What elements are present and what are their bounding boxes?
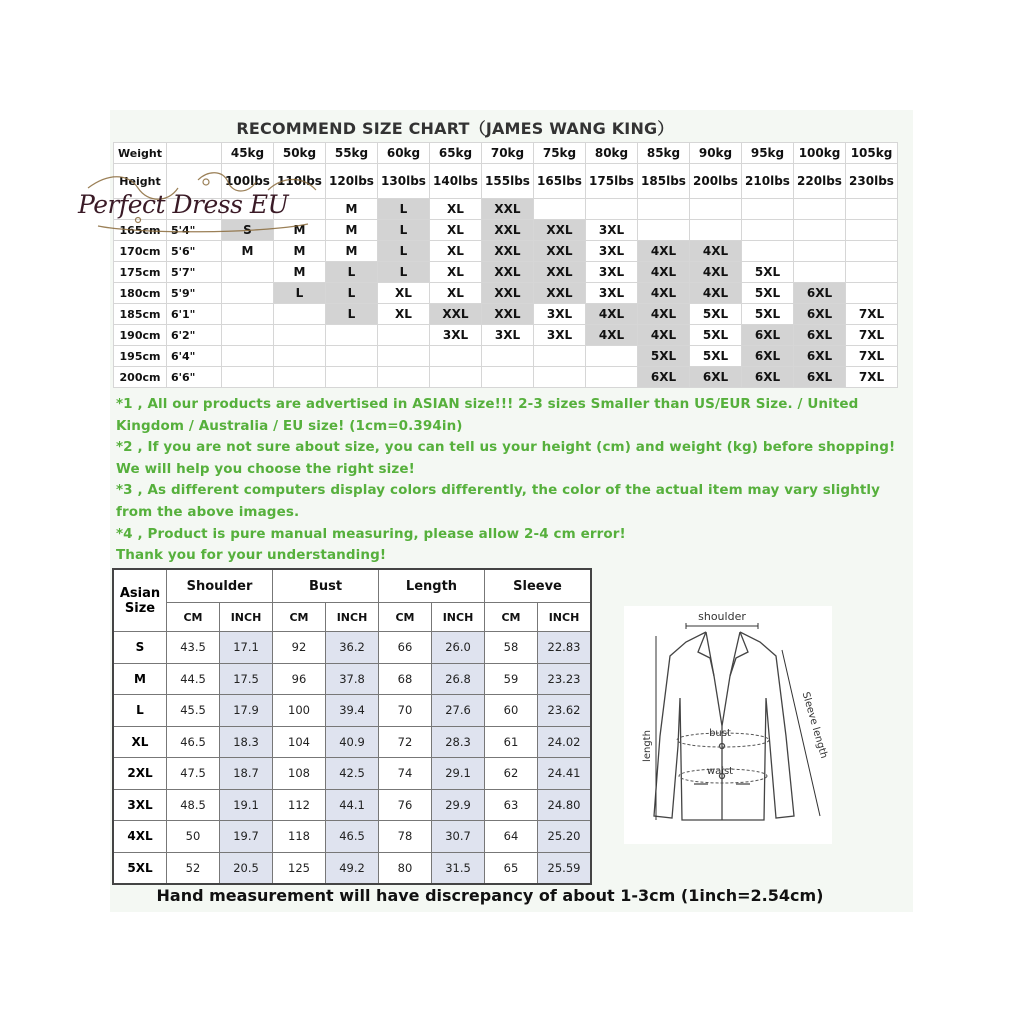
size-cell: [534, 199, 586, 220]
unit-cm: CM: [485, 603, 538, 632]
note-1: *1 , All our products are advertised in ASIAN size!!! 2-3 sizes Smaller than US/EUR Size. / United Kingdom / Australia / EU size! (1cm=0.394in): [116, 396, 859, 434]
measure-cell: 23.62: [538, 695, 592, 727]
size-cell: 5XL: [638, 346, 690, 367]
measure-cell: 19.1: [220, 789, 273, 821]
size-cell: 3XL: [534, 325, 586, 346]
size-cell: 4XL: [638, 262, 690, 283]
lbs-header: 230lbs: [846, 164, 898, 199]
height-cm: 195cm: [114, 346, 167, 367]
size-cell: [586, 199, 638, 220]
size-cell: [638, 199, 690, 220]
size-cell: S: [222, 220, 274, 241]
size-label: 2XL: [113, 758, 167, 790]
size-cell: XL: [430, 262, 482, 283]
size-cell: 4XL: [586, 304, 638, 325]
measure-cell: 80: [379, 852, 432, 884]
note-4: *4 , Product is pure manual measuring, please allow 2-4 cm error!: [116, 525, 626, 542]
height-ft: 5'9": [167, 283, 222, 304]
size-cell: 4XL: [638, 325, 690, 346]
size-cell: 4XL: [638, 283, 690, 304]
size-cell: 6XL: [742, 325, 794, 346]
measure-cell: 74: [379, 758, 432, 790]
measure-cell: 64: [485, 821, 538, 853]
table-row: [114, 325, 898, 346]
size-cell: 6XL: [794, 304, 846, 325]
size-cell: XXL: [534, 220, 586, 241]
size-cell: [794, 262, 846, 283]
measure-cell: 30.7: [432, 821, 485, 853]
size-cell: XL: [430, 283, 482, 304]
asian-size-header: Asian Size: [113, 569, 167, 632]
table-row: [114, 367, 898, 388]
height-cm: 185cm: [114, 304, 167, 325]
size-cell: 3XL: [586, 241, 638, 262]
sleeve-header: Sleeve: [485, 569, 592, 603]
bust-header: Bust: [273, 569, 379, 603]
size-cell: [690, 220, 742, 241]
kg-header: 60kg: [378, 143, 430, 164]
height-ft: 5'7": [167, 262, 222, 283]
size-cell: 6XL: [742, 367, 794, 388]
measure-cell: 46.5: [326, 821, 379, 853]
size-cell: [794, 241, 846, 262]
measure-cell: 59: [485, 663, 538, 695]
height-ft: 5'6": [167, 241, 222, 262]
size-cell: L: [378, 199, 430, 220]
lbs-header: 110lbs: [274, 164, 326, 199]
size-cell: 3XL: [430, 325, 482, 346]
kg-header: 90kg: [690, 143, 742, 164]
size-cell: 5XL: [690, 325, 742, 346]
measure-cell: 44.1: [326, 789, 379, 821]
size-cell: 5XL: [742, 283, 794, 304]
measure-cell: 29.9: [432, 789, 485, 821]
measure-cell: 62: [485, 758, 538, 790]
lbs-header: 155lbs: [482, 164, 534, 199]
size-cell: L: [274, 283, 326, 304]
size-cell: 3XL: [586, 220, 638, 241]
measure-cell: 43.5: [167, 632, 220, 664]
size-cell: XL: [378, 283, 430, 304]
size-cell: 6XL: [742, 346, 794, 367]
measure-cell: 60: [485, 695, 538, 727]
height-ft: 6'2": [167, 325, 222, 346]
size-cell: 3XL: [586, 283, 638, 304]
measure-cell: 25.59: [538, 852, 592, 884]
size-cell: [274, 367, 326, 388]
diagram-waist-label: waist: [706, 766, 734, 777]
measure-cell: 37.8: [326, 663, 379, 695]
table-row: [114, 262, 898, 283]
unit-inch: INCH: [220, 603, 273, 632]
measure-cell: 58: [485, 632, 538, 664]
size-cell: L: [378, 241, 430, 262]
size-cell: XXL: [534, 262, 586, 283]
size-label: M: [113, 663, 167, 695]
measure-cell: 108: [273, 758, 326, 790]
unit-cm: CM: [167, 603, 220, 632]
size-cell: [274, 346, 326, 367]
measure-cell: 52: [167, 852, 220, 884]
height-cm: 200cm: [114, 367, 167, 388]
size-cell: M: [326, 241, 378, 262]
size-cell: L: [326, 283, 378, 304]
size-cell: [534, 367, 586, 388]
measure-cell: 49.2: [326, 852, 379, 884]
size-cell: XL: [430, 199, 482, 220]
size-cell: 7XL: [846, 367, 898, 388]
measure-cell: 46.5: [167, 726, 220, 758]
measure-cell: 50: [167, 821, 220, 853]
measure-cell: 18.3: [220, 726, 273, 758]
unit-inch: INCH: [538, 603, 592, 632]
size-cell: XXL: [534, 241, 586, 262]
chart-title: RECOMMEND SIZE CHART（JAMES WANG KING）: [236, 119, 674, 138]
size-label: XL: [113, 726, 167, 758]
lbs-header: 130lbs: [378, 164, 430, 199]
unit-cm: CM: [379, 603, 432, 632]
lbs-header: 200lbs: [690, 164, 742, 199]
size-cell: [534, 346, 586, 367]
size-cell: [742, 199, 794, 220]
size-cell: L: [326, 262, 378, 283]
size-cell: [846, 262, 898, 283]
diagram-shoulder-label: shoulder: [698, 610, 746, 623]
unit-inch: INCH: [432, 603, 485, 632]
note-thanks: Thank you for your understanding!: [116, 547, 387, 564]
diagram-bust-label: bust: [709, 728, 731, 739]
lbs-header: 210lbs: [742, 164, 794, 199]
height-cm: 165cm: [114, 220, 167, 241]
size-cell: 5XL: [690, 304, 742, 325]
size-cell: [846, 241, 898, 262]
table-row: [113, 663, 591, 695]
height-cm: 170cm: [114, 241, 167, 262]
size-cell: 6XL: [794, 346, 846, 367]
kg-header: 70kg: [482, 143, 534, 164]
height-cm: 180cm: [114, 283, 167, 304]
size-label: 3XL: [113, 789, 167, 821]
size-cell: XXL: [482, 283, 534, 304]
measure-cell: 63: [485, 789, 538, 821]
measure-cell: 61: [485, 726, 538, 758]
size-cell: [378, 346, 430, 367]
table-row: [113, 726, 591, 758]
size-cell: 7XL: [846, 304, 898, 325]
corner-empty: [167, 143, 222, 164]
size-cell: [274, 325, 326, 346]
notes: [116, 394, 896, 567]
measure-cell: 17.9: [220, 695, 273, 727]
size-cell: 5XL: [742, 262, 794, 283]
measure-cell: 25.20: [538, 821, 592, 853]
measure-cell: 24.80: [538, 789, 592, 821]
size-cell: XXL: [534, 283, 586, 304]
size-label: S: [113, 632, 167, 664]
watermark-text: Perfect Dress EU: [78, 190, 289, 219]
measure-cell: 26.0: [432, 632, 485, 664]
kg-header: 50kg: [274, 143, 326, 164]
size-cell: [222, 346, 274, 367]
weight-corner-label: Weight: [114, 143, 167, 164]
measure-cell: 76: [379, 789, 432, 821]
kg-header: 85kg: [638, 143, 690, 164]
measure-cell: 39.4: [326, 695, 379, 727]
size-cell: XL: [430, 241, 482, 262]
table-row: [113, 821, 591, 853]
height-ft: 6'4": [167, 346, 222, 367]
size-cell: [274, 304, 326, 325]
kg-header: 65kg: [430, 143, 482, 164]
size-cell: 3XL: [482, 325, 534, 346]
size-cell: 4XL: [690, 283, 742, 304]
measure-cell: 27.6: [432, 695, 485, 727]
measure-cell: 17.1: [220, 632, 273, 664]
lbs-header: 100lbs: [222, 164, 274, 199]
size-cell: 5XL: [742, 304, 794, 325]
unit-cm: CM: [273, 603, 326, 632]
size-cell: XL: [430, 220, 482, 241]
measure-cell: 68: [379, 663, 432, 695]
size-cell: 4XL: [690, 262, 742, 283]
size-cell: [794, 220, 846, 241]
size-cell: L: [378, 262, 430, 283]
kg-header: 100kg: [794, 143, 846, 164]
size-cell: 6XL: [794, 283, 846, 304]
size-cell: M: [274, 241, 326, 262]
size-cell: 6XL: [690, 367, 742, 388]
size-cell: 3XL: [534, 304, 586, 325]
height-corner-label: Height: [114, 164, 167, 199]
measure-cell: 48.5: [167, 789, 220, 821]
kg-header: 105kg: [846, 143, 898, 164]
size-cell: [742, 220, 794, 241]
measure-cell: 96: [273, 663, 326, 695]
measure-cell: 29.1: [432, 758, 485, 790]
measure-cell: 112: [273, 789, 326, 821]
size-cell: [222, 367, 274, 388]
size-cell: XXL: [482, 262, 534, 283]
size-cell: M: [274, 262, 326, 283]
size-cell: [222, 262, 274, 283]
lbs-header: 165lbs: [534, 164, 586, 199]
size-cell: 4XL: [638, 304, 690, 325]
size-cell: XXL: [482, 220, 534, 241]
kg-header: 95kg: [742, 143, 794, 164]
measure-cell: 42.5: [326, 758, 379, 790]
diagram-sleeve-label: Sleeve length: [799, 690, 830, 760]
size-cell: M: [326, 199, 378, 220]
table-row: [113, 852, 591, 884]
size-cell: M: [222, 241, 274, 262]
size-cell: [326, 325, 378, 346]
note-2: *2 , If you are not sure about size, you can tell us your height (cm) and weight (kg) before shopping! We will help you choose the right size!: [116, 439, 896, 477]
size-cell: [482, 367, 534, 388]
size-cell: [222, 304, 274, 325]
asian-size-table: [112, 568, 592, 885]
measure-cell: 36.2: [326, 632, 379, 664]
shoulder-header: Shoulder: [167, 569, 273, 603]
size-cell: [378, 367, 430, 388]
measure-cell: 20.5: [220, 852, 273, 884]
table-row: [113, 789, 591, 821]
measure-cell: 19.7: [220, 821, 273, 853]
jacket-measurement-diagram: [624, 606, 832, 844]
measure-cell: 125: [273, 852, 326, 884]
size-cell: XL: [378, 304, 430, 325]
size-cell: 3XL: [586, 262, 638, 283]
size-label: 5XL: [113, 852, 167, 884]
measure-cell: 28.3: [432, 726, 485, 758]
size-cell: XXL: [430, 304, 482, 325]
size-cell: [586, 346, 638, 367]
size-cell: 6XL: [794, 367, 846, 388]
size-cell: 7XL: [846, 346, 898, 367]
measure-cell: 78: [379, 821, 432, 853]
size-cell: M: [274, 220, 326, 241]
size-label: 4XL: [113, 821, 167, 853]
size-cell: L: [326, 304, 378, 325]
measure-cell: 24.02: [538, 726, 592, 758]
measure-cell: 118: [273, 821, 326, 853]
measure-cell: 17.5: [220, 663, 273, 695]
size-cell: XXL: [482, 304, 534, 325]
table-row: [113, 632, 591, 664]
size-cell: [326, 346, 378, 367]
size-cell: [430, 367, 482, 388]
table-row: [114, 304, 898, 325]
footer-note: Hand measurement will have discrepancy of about 1-3cm (1inch=2.54cm): [156, 886, 824, 905]
size-cell: [794, 199, 846, 220]
measure-cell: 18.7: [220, 758, 273, 790]
size-cell: XXL: [482, 241, 534, 262]
size-cell: 4XL: [690, 241, 742, 262]
size-cell: [222, 283, 274, 304]
size-cell: [690, 199, 742, 220]
measure-cell: 100: [273, 695, 326, 727]
measure-cell: 24.41: [538, 758, 592, 790]
unit-inch: INCH: [326, 603, 379, 632]
height-ft: 5'4": [167, 220, 222, 241]
size-cell: [430, 346, 482, 367]
size-cell: [846, 199, 898, 220]
size-cell: 7XL: [846, 325, 898, 346]
lbs-header: 120lbs: [326, 164, 378, 199]
height-ft: 6'6": [167, 367, 222, 388]
size-cell: [586, 367, 638, 388]
measure-cell: 47.5: [167, 758, 220, 790]
table-row: [114, 346, 898, 367]
size-cell: [482, 346, 534, 367]
table-row: [113, 695, 591, 727]
size-cell: 5XL: [690, 346, 742, 367]
measure-cell: 26.8: [432, 663, 485, 695]
size-cell: 6XL: [794, 325, 846, 346]
size-cell: XXL: [482, 199, 534, 220]
table-row: [114, 241, 898, 262]
kg-header: 45kg: [222, 143, 274, 164]
size-cell: M: [326, 220, 378, 241]
size-cell: [742, 241, 794, 262]
measure-cell: 44.5: [167, 663, 220, 695]
size-cell: L: [378, 220, 430, 241]
size-cell: [378, 325, 430, 346]
height-cm: 190cm: [114, 325, 167, 346]
measure-cell: 92: [273, 632, 326, 664]
kg-header: 55kg: [326, 143, 378, 164]
table-row: [113, 758, 591, 790]
measure-cell: 22.83: [538, 632, 592, 664]
length-header: Length: [379, 569, 485, 603]
measure-cell: 23.23: [538, 663, 592, 695]
measure-cell: 104: [273, 726, 326, 758]
size-cell: [846, 283, 898, 304]
measure-cell: 66: [379, 632, 432, 664]
measure-cell: 45.5: [167, 695, 220, 727]
size-label: L: [113, 695, 167, 727]
measure-cell: 70: [379, 695, 432, 727]
height-cm: 175cm: [114, 262, 167, 283]
size-cell: [326, 367, 378, 388]
measure-cell: 31.5: [432, 852, 485, 884]
kg-header: 75kg: [534, 143, 586, 164]
kg-header: 80kg: [586, 143, 638, 164]
table-row: [114, 283, 898, 304]
size-cell: 4XL: [586, 325, 638, 346]
measure-cell: 65: [485, 852, 538, 884]
size-cell: 6XL: [638, 367, 690, 388]
size-cell: [222, 325, 274, 346]
lbs-header: 140lbs: [430, 164, 482, 199]
measure-cell: 72: [379, 726, 432, 758]
diagram-length-label: length: [642, 730, 653, 762]
size-cell: [846, 220, 898, 241]
note-3: *3 , As different computers display colors differently, the color of the actual item may vary slightly from the above images.: [116, 482, 881, 520]
height-ft: 6'1": [167, 304, 222, 325]
measure-cell: 40.9: [326, 726, 379, 758]
size-cell: 4XL: [638, 241, 690, 262]
lbs-header: 220lbs: [794, 164, 846, 199]
lbs-header: 175lbs: [586, 164, 638, 199]
lbs-header: 185lbs: [638, 164, 690, 199]
size-cell: [638, 220, 690, 241]
